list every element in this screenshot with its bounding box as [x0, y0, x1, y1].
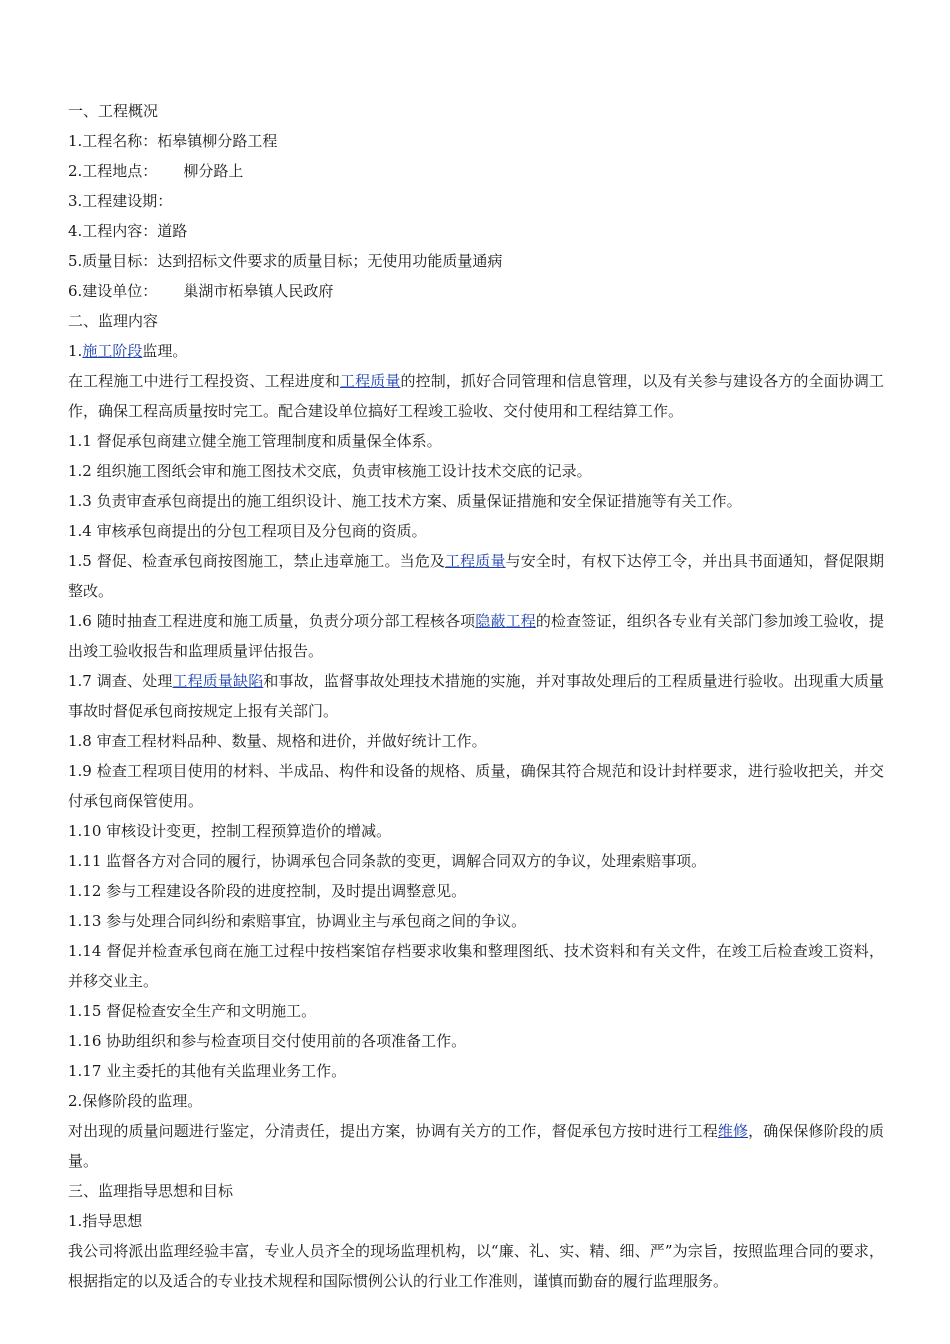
list-item	[68, 666, 884, 726]
text-span: 与安全时，有权下达停工令，并出具书面通知，督促限期整改。	[68, 552, 884, 600]
quality-defect-link[interactable]: 工程质量缺陷	[172, 672, 264, 690]
list-item	[68, 606, 884, 666]
project-location	[68, 156, 884, 186]
text-span: 1.7 调查、处理	[68, 672, 173, 690]
list-item: 1.3 负责审查承包商提出的施工组织设计、施工技术方案、质量保证措施和安全保证措施等有关工作。	[68, 492, 742, 510]
engineering-quality-link[interactable]: 工程质量	[340, 372, 401, 390]
section-heading: 一、工程概况	[68, 102, 159, 120]
list-item: 1.10 审核设计变更，控制工程预算造价的增减。	[68, 822, 392, 840]
quality-goal: 5.质量目标：达到招标文件要求的质量目标；无使用功能质量通病	[68, 252, 503, 270]
project-name: 1.工程名称：柘皋镇柳分路工程	[68, 132, 278, 150]
text-span: 1.5 督促、检查承包商按图施工，禁止违章施工。当危及	[68, 552, 446, 570]
section-heading: 二、监理内容	[68, 312, 159, 330]
list-item: 1.14 督促并检查承包商在施工过程中按档案馆存档要求收集和整理图纸、技术资料和有关文件，在竣工后检查竣工资料，并移交业主。	[68, 942, 884, 990]
project-location-value: 柳分路上	[183, 162, 244, 180]
list-item: 1.12 参与工程建设各阶段的进度控制，及时提出调整意见。	[68, 882, 467, 900]
project-content: 4.工程内容：道路	[68, 222, 188, 240]
list-item: 1.1 督促承包商建立健全施工管理制度和质量保全体系。	[68, 432, 442, 450]
construction-stage-link[interactable]: 施工阶段	[82, 342, 143, 360]
list-item	[68, 546, 884, 606]
construction-unit-value: 巢湖市柘皋镇人民政府	[183, 282, 334, 300]
paragraph	[68, 1116, 884, 1176]
project-location-label: 2.工程地点：	[68, 162, 158, 180]
paragraph: 2.保修阶段的监理。	[68, 1092, 203, 1110]
text-span: ，确保保修阶段的质量。	[68, 1122, 884, 1170]
maintenance-link[interactable]: 维修	[717, 1122, 749, 1140]
list-item: 1.11 监督各方对合同的履行，协调承包合同条款的变更，调解合同双方的争议，处理索赔事项。	[68, 852, 707, 870]
construction-unit	[68, 276, 884, 306]
list-item: 1.16 协助组织和参与检查项目交付使用前的各项准备工作。	[68, 1032, 467, 1050]
list-item: 1.4 审核承包商提出的分包工程项目及分包商的资质。	[68, 522, 427, 540]
paragraph: 我公司将派出监理经验丰富，专业人员齐全的现场监理机构，以“廉、礼、实、精、细、严”为宗旨，按照监理合同的要求，根据指定的以及适合的专业技术规程和国际惯例公认的行业工作准则，谨慎而勤奋的履行监理服务。	[68, 1242, 884, 1290]
text-span: 1.	[68, 342, 83, 360]
section-heading: 三、监理指导思想和目标	[68, 1182, 234, 1200]
subheading: 1.指导思想	[68, 1212, 143, 1230]
text-span: 1.6 随时抽查工程进度和施工质量，负责分项分部工程核各项	[68, 612, 476, 630]
project-period: 3.工程建设期：	[68, 192, 173, 210]
list-item: 1.9 检查工程项目使用的材料、半成品、构件和设备的规格、质量，确保其符合规范和设计封样要求，进行验收把关，并交付承包商保管使用。	[68, 762, 884, 810]
text-span: 对出现的质量问题进行鉴定，分清责任，提出方案，协调有关方的工作，督促承包方按时进行工程	[68, 1122, 718, 1140]
list-item: 1.15 督促检查安全生产和文明施工。	[68, 1002, 317, 1020]
text-span: 在工程施工中进行工程投资、工程进度和	[68, 372, 341, 390]
text-span: 监理。	[142, 342, 188, 360]
text-span: 的控制，抓好合同管理和信息管理，以及有关参与建设各方的全面协调工作，确保工程高质量按时完工。配合建设单位搞好工程竣工验收、交付使用和工程结算工作。	[68, 372, 884, 420]
text-span: 的检查签证，组织各专业有关部门参加竣工验收，提出竣工验收报告和监理质量评估报告。	[68, 612, 884, 660]
list-item: 1.2 组织施工图纸会审和施工图技术交底，负责审核施工设计技术交底的记录。	[68, 462, 592, 480]
list-item: 1.17 业主委托的其他有关监理业务工作。	[68, 1062, 347, 1080]
paragraph	[68, 336, 884, 366]
document-body	[68, 96, 884, 1296]
concealed-works-link[interactable]: 隐蔽工程	[475, 612, 536, 630]
text-span: 和事故，监督事故处理技术措施的实施，并对事故处理后的工程质量进行验收。出现重大质量事故时督促承包商按规定上报有关部门。	[68, 672, 884, 720]
list-item: 1.13 参与处理合同纠纷和索赔事宜，协调业主与承包商之间的争议。	[68, 912, 527, 930]
construction-unit-label: 6.建设单位：	[68, 282, 158, 300]
engineering-quality-link[interactable]: 工程质量	[445, 552, 506, 570]
list-item: 1.8 审查工程材料品种、数量、规格和进价，并做好统计工作。	[68, 732, 487, 750]
paragraph	[68, 366, 884, 426]
